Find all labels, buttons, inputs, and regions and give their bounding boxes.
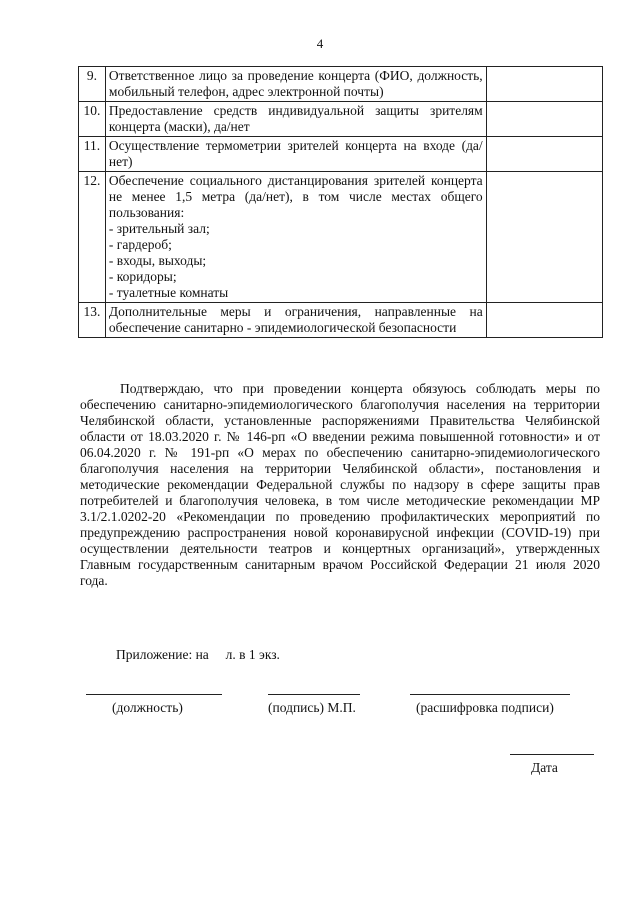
row-answer-cell[interactable] bbox=[486, 172, 602, 303]
row-description bbox=[105, 172, 486, 303]
signature-label: (подпись) М.П. bbox=[268, 700, 356, 715]
page-number: 4 bbox=[316, 36, 324, 51]
date-label: Дата bbox=[531, 760, 558, 775]
table-row bbox=[79, 102, 603, 137]
row-description-line: - коридоры; bbox=[108, 269, 177, 284]
row-description bbox=[105, 303, 486, 338]
row-description-line: - зрительный зал; bbox=[108, 221, 210, 236]
decoding-line bbox=[410, 694, 570, 695]
row-number: 12. bbox=[79, 172, 106, 303]
row-description-line: - входы, выходы; bbox=[108, 253, 207, 268]
row-number: 11. bbox=[79, 137, 106, 172]
row-answer-cell[interactable] bbox=[486, 303, 602, 338]
row-description-line: Ответственное лицо за проведение концерта (ФИО, должность, мобильный телефон, адрес электронной почты) bbox=[108, 68, 483, 99]
form-table bbox=[78, 66, 603, 338]
row-number: 13. bbox=[79, 303, 106, 338]
row-answer-cell[interactable] bbox=[486, 102, 602, 137]
row-number: 10. bbox=[79, 102, 106, 137]
row-description-line: - туалетные комнаты bbox=[108, 285, 229, 300]
table-row bbox=[79, 172, 603, 303]
decoding-label: (расшифровка подписи) bbox=[416, 700, 554, 715]
table-row bbox=[79, 303, 603, 338]
date-line bbox=[510, 754, 594, 755]
row-answer-cell[interactable] bbox=[486, 67, 602, 102]
attachment-line: Приложение: на л. в 1 экз. bbox=[116, 647, 280, 662]
row-answer-cell[interactable] bbox=[486, 137, 602, 172]
row-description bbox=[105, 137, 486, 172]
row-description-line: Дополнительные меры и ограничения, направленные на обеспечение санитарно - эпидемиологической безопасности bbox=[108, 304, 483, 335]
row-description-line: - гардероб; bbox=[108, 237, 172, 252]
row-number: 9. bbox=[79, 67, 106, 102]
signature-line bbox=[268, 694, 360, 695]
position-line bbox=[86, 694, 222, 695]
row-description-line: Предоставление средств индивидуальной защиты зрителям концерта (маски), да/нет bbox=[108, 103, 483, 134]
row-description bbox=[105, 67, 486, 102]
row-description-line: Осуществление термометрии зрителей концерта на входе (да/нет) bbox=[108, 138, 483, 169]
position-label: (должность) bbox=[112, 700, 183, 715]
table-row bbox=[79, 137, 603, 172]
table-row bbox=[79, 67, 603, 102]
confirmation-text: Подтверждаю, что при проведении концерта обязуюсь соблюдать меры по обеспечению санитарно-эпидемиологического благополучия населения на территории Челябинской области, установленные распоряжениями Правительства Челябинской области от 18.03.2020 г. № 146-рп «О введении режима повышенной готовности» и от 06.04.2020 г. № 191-рп «О мерах по обеспечению санитарно-эпидемиологического благополучия населения на территории Челябинской области», постановления и методические рекомендации Федеральной службы по надзору в сфере защиты прав потребителей и благополучия человека, в том числе методические рекомендации МР 3.1/2.1.0202-20 «Рекомендации по проведению профилактических мероприятий по предупреждению распространения новой коронавирусной инфекции (COVID-19) при осуществлении деятельности театров и концертных организаций», утвержденных Главным государственным санитарным врачом Российской Федерации 21 июля 2020 года. bbox=[80, 381, 600, 588]
row-description bbox=[105, 102, 486, 137]
row-description-line: Обеспечение социального дистанцирования зрителей концерта не менее 1,5 метра (да/нет), в том числе местах общего пользования: bbox=[108, 173, 483, 220]
